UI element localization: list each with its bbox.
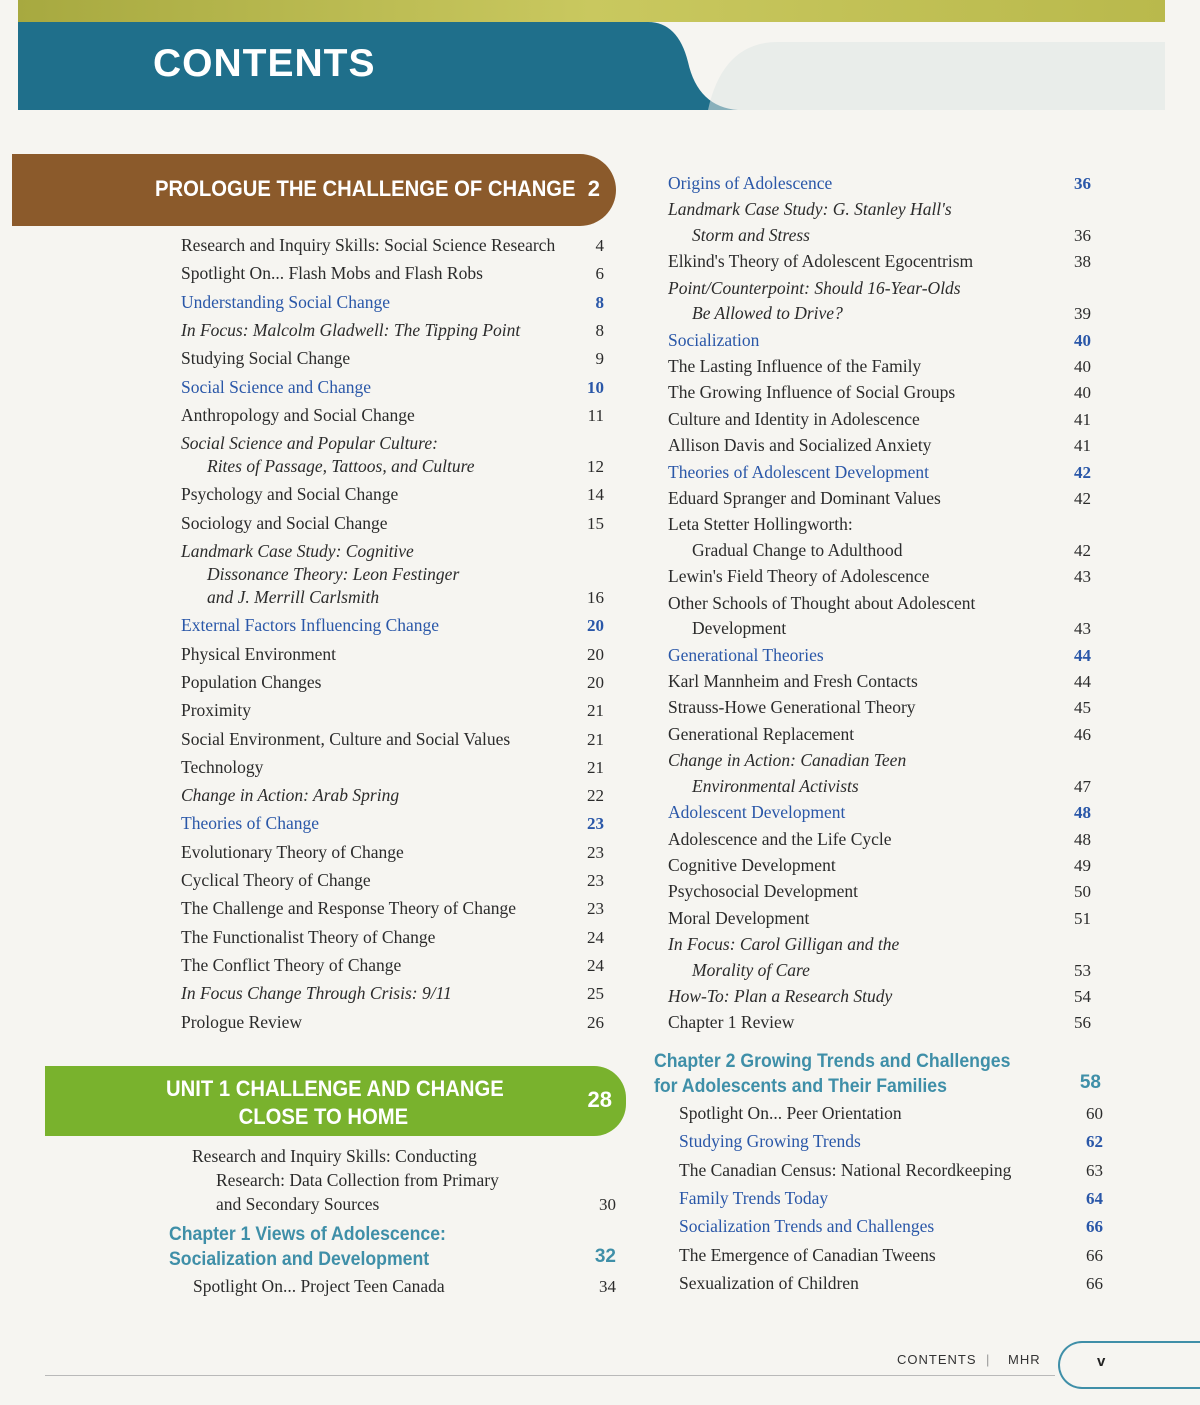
toc-entry-text: Origins of Adolescence xyxy=(668,173,833,193)
toc-entry-page: 45 xyxy=(1074,698,1091,718)
toc-entry-page: 21 xyxy=(587,701,604,721)
toc-entry-text: Adolescence and the Life Cycle xyxy=(668,828,892,849)
toc-entry-text: External Factors Influencing Change xyxy=(181,615,440,636)
footer-rule xyxy=(45,1375,1055,1376)
toc-entry-page: 41 xyxy=(1074,436,1091,456)
toc-entry-text: Point/Counterpoint: Should 16-Year-Olds xyxy=(668,277,961,298)
toc-entry-page: 47 xyxy=(1074,776,1091,796)
toc-entry-text: The Lasting Influence of the Family xyxy=(668,356,922,376)
toc-entry-text: Proximity xyxy=(181,700,252,721)
toc-entry-page: 46 xyxy=(1074,724,1091,744)
toc-entry-text: Understanding Social Change xyxy=(181,291,390,312)
chapter2-heading-line2: for Adolescents and Their Families xyxy=(654,1076,947,1097)
toc-entry-page: 36 xyxy=(1074,174,1091,193)
toc-entry-text: Development xyxy=(692,618,787,639)
toc-entry-text: Change in Action: Canadian Teen xyxy=(668,750,907,771)
toc-entry-text: Lewin's Field Theory of Adolescence xyxy=(668,566,930,587)
toc-entry-page: 20 xyxy=(587,672,604,692)
chapter1-heading-line1: Chapter 1 Views of Adolescence: xyxy=(169,1224,446,1245)
toc-entry-page: 34 xyxy=(599,1277,616,1296)
toc-entry-text: In Focus: Malcolm Gladwell: The Tipping Point xyxy=(181,319,521,340)
toc-entry-text: Prologue Review xyxy=(181,1011,303,1032)
toc-entry-text: Socialization xyxy=(668,329,760,350)
toc-entry-page: 48 xyxy=(1074,803,1091,823)
toc-entry-text: Sexualization of Children xyxy=(679,1272,859,1293)
toc-entry-text: Family Trends Today xyxy=(679,1187,829,1208)
toc-entry-page: 12 xyxy=(587,457,604,477)
unit1-title-line2: CLOSE TO HOME xyxy=(238,1104,409,1129)
toc-entry-page: 64 xyxy=(1086,1188,1103,1208)
toc-entry-text: Population Changes xyxy=(181,671,322,692)
toc-entry-text: The Challenge and Response Theory of Change xyxy=(181,898,517,919)
toc-entry-page: 26 xyxy=(587,1012,604,1032)
toc-entry-text: Studying Growing Trends xyxy=(679,1131,861,1152)
unit1-banner xyxy=(45,1066,626,1136)
prologue-banner xyxy=(12,154,616,226)
toc-entry-page: 9 xyxy=(595,349,604,369)
toc-entry-text: The Conflict Theory of Change xyxy=(181,954,402,975)
chapter2-heading-line1: Chapter 2 Growing Trends and Challenges xyxy=(654,1051,1011,1072)
toc-entry-page: 51 xyxy=(1074,908,1091,928)
prologue-title: PROLOGUE THE CHALLENGE OF CHANGE xyxy=(155,176,576,201)
toc-entry-text: Physical Environment xyxy=(181,643,337,664)
toc-entry-page: 56 xyxy=(1074,1013,1091,1033)
unit1-page: 28 xyxy=(587,1087,612,1112)
toc-entry-page: 36 xyxy=(1074,225,1091,245)
toc-entry-text: The Canadian Census: National Recordkeeping xyxy=(679,1159,1012,1180)
toc-entry-text: Evolutionary Theory of Change xyxy=(181,841,404,862)
toc-entry-text: Social Science and Change xyxy=(181,376,372,397)
toc-entry-page: 21 xyxy=(587,757,604,777)
toc-entry-page: 6 xyxy=(595,264,604,284)
toc-entry-text: Studying Social Change xyxy=(181,348,351,369)
toc-entry-text: Karl Mannheim and Fresh Contacts xyxy=(668,671,918,691)
toc-entry-page: 60 xyxy=(1086,1104,1103,1123)
toc-entry-page: 44 xyxy=(1074,645,1091,665)
footer-page-number: v xyxy=(1097,1353,1106,1370)
toc-entry-text: Research: Data Collection from Primary xyxy=(216,1170,499,1190)
toc-entry-text: Social Environment, Culture and Social Values xyxy=(181,728,511,749)
page-title: CONTENTS xyxy=(153,42,376,85)
toc-entry-text: Change in Action: Arab Spring xyxy=(181,785,400,806)
toc-entry-text: Eduard Spranger and Dominant Values xyxy=(668,488,941,508)
toc-entry-page: 43 xyxy=(1074,619,1091,639)
toc-entry-text: Cognitive Development xyxy=(668,854,836,875)
toc-entry-text: Rites of Passage, Tattoos, and Culture xyxy=(207,456,475,477)
toc-entry-page: 15 xyxy=(587,513,604,533)
toc-entry-text: Environmental Activists xyxy=(692,775,859,796)
toc-entry-text: Socialization Trends and Challenges xyxy=(679,1216,935,1237)
chapter2-heading xyxy=(654,1049,1010,1099)
toc-entry-text: Chapter 1 Review xyxy=(668,1012,795,1033)
toc-entry-page: 24 xyxy=(587,955,604,975)
toc-entry-text: In Focus Change Through Crisis: 9/11 xyxy=(181,983,452,1004)
toc-entry-page: 4 xyxy=(595,236,604,255)
toc-entry-text: Research and Inquiry Skills: Conducting xyxy=(192,1146,477,1166)
footer-label: CONTENTS xyxy=(897,1352,977,1367)
toc-entry-text: The Growing Influence of Social Groups xyxy=(668,382,956,403)
toc-entry-text: How-To: Plan a Research Study xyxy=(668,986,893,1006)
toc-entry-text: Generational Theories xyxy=(668,644,824,665)
toc-entry-text: Gradual Change to Adulthood xyxy=(692,539,903,560)
toc-entry-page: 21 xyxy=(587,729,604,749)
toc-entry-page: 66 xyxy=(1086,1273,1103,1293)
toc-entry-page: 23 xyxy=(587,871,604,890)
toc-entry-text: Leta Stetter Hollingworth: xyxy=(668,514,853,535)
toc-entry-page: 11 xyxy=(587,405,604,425)
toc-entry-text: Sociology and Social Change xyxy=(181,512,388,533)
toc-entry-text: Research and Inquiry Skills: Social Science Research xyxy=(181,235,556,255)
toc-entry-page: 40 xyxy=(1074,330,1091,350)
toc-entry-text: Dissonance Theory: Leon Festinger xyxy=(207,564,460,584)
toc-entry-page: 66 xyxy=(1086,1245,1103,1265)
toc-entry-page: 30 xyxy=(599,1195,616,1214)
chapter1-page: 32 xyxy=(594,1246,616,1267)
toc-entry-page: 48 xyxy=(1074,829,1091,849)
toc-entry-text: Landmark Case Study: Cognitive xyxy=(181,541,414,561)
toc-entry-text: Generational Replacement xyxy=(668,723,855,744)
toc-entry-text: In Focus: Carol Gilligan and the xyxy=(668,934,900,955)
toc-entry-text: Adolescent Development xyxy=(668,802,846,823)
toc-entry-page: 62 xyxy=(1086,1132,1103,1152)
toc-entry-page: 50 xyxy=(1074,882,1091,902)
chapter1-heading xyxy=(169,1222,446,1272)
toc-entry-page: 40 xyxy=(1074,383,1091,403)
toc-entry-page: 25 xyxy=(587,984,604,1004)
toc-entry-text: Psychosocial Development xyxy=(668,881,859,902)
chapter1-heading-line2: Socialization and Development xyxy=(169,1249,430,1270)
toc-entry-text: Landmark Case Study: G. Stanley Hall's xyxy=(668,199,952,220)
toc-entry-page: 10 xyxy=(587,377,604,397)
toc-entry-text: Other Schools of Thought about Adolescent xyxy=(668,592,976,613)
toc-entry-page: 23 xyxy=(587,814,604,834)
toc-entry-text: Technology xyxy=(181,756,264,777)
toc-entry-page: 20 xyxy=(587,616,604,636)
toc-entry-text: Elkind's Theory of Adolescent Egocentrism xyxy=(668,251,974,272)
page-number-tab xyxy=(1058,1341,1200,1389)
toc-entry-text: Be Allowed to Drive? xyxy=(692,303,843,324)
toc-entry-page: 8 xyxy=(595,320,604,340)
toc-entry-page: 49 xyxy=(1074,855,1091,875)
toc-entry-text: Psychology and Social Change xyxy=(181,484,399,505)
unit1-title xyxy=(166,1075,504,1131)
toc-entry-text: Theories of Adolescent Development xyxy=(668,461,929,482)
toc-entry-page: 43 xyxy=(1074,567,1091,587)
toc-entry-page: 42 xyxy=(1074,489,1091,508)
toc-entry-page: 44 xyxy=(1074,672,1091,691)
toc-entry-page: 22 xyxy=(587,786,604,806)
toc-entry-page: 38 xyxy=(1074,252,1091,272)
footer-separator: | xyxy=(986,1352,991,1367)
toc-entry-text: Spotlight On... Project Teen Canada xyxy=(193,1276,445,1296)
toc-entry-page: 39 xyxy=(1074,304,1091,324)
footer-publisher: MHR xyxy=(1008,1352,1041,1367)
toc-entry-text: Social Science and Popular Culture: xyxy=(181,433,438,454)
toc-entry-page: 23 xyxy=(587,842,604,862)
toc-entry-text: Storm and Stress xyxy=(692,224,810,245)
toc-entry-page: 23 xyxy=(587,899,604,919)
toc-entry-page: 41 xyxy=(1074,409,1091,429)
toc-entry-page: 66 xyxy=(1086,1217,1103,1237)
toc-entry-page: 16 xyxy=(587,588,604,607)
toc-entry-text: and J. Merrill Carlsmith xyxy=(207,587,380,607)
toc-entry-text: The Emergence of Canadian Tweens xyxy=(679,1244,936,1265)
toc-entry-page: 63 xyxy=(1086,1160,1103,1180)
toc-entry-page: 14 xyxy=(587,485,604,505)
unit1-title-line1: UNIT 1 CHALLENGE AND CHANGE xyxy=(166,1076,504,1101)
toc-entry-text: Cyclical Theory of Change xyxy=(181,870,371,890)
toc-entry-page: 54 xyxy=(1074,987,1091,1006)
toc-entry-page: 53 xyxy=(1074,960,1091,980)
top-accent-stripe xyxy=(18,0,1165,22)
toc-entry-page: 42 xyxy=(1074,540,1091,560)
toc-entry-text: and Secondary Sources xyxy=(216,1194,380,1214)
toc-entry-page: 8 xyxy=(595,292,604,312)
toc-entry-text: Spotlight On... Flash Mobs and Flash Robs xyxy=(181,263,483,284)
toc-entry-page: 40 xyxy=(1074,357,1091,376)
toc-entry-page: 20 xyxy=(587,644,604,664)
toc-entry-text: Morality of Care xyxy=(692,959,810,980)
toc-entry-text: Allison Davis and Socialized Anxiety xyxy=(668,435,932,456)
chapter2-page: 58 xyxy=(1079,1072,1101,1093)
toc-entry-text: Spotlight On... Peer Orientation xyxy=(679,1103,902,1123)
toc-entry-text: Anthropology and Social Change xyxy=(181,404,415,425)
toc-entry-text: Strauss-Howe Generational Theory xyxy=(668,697,916,718)
toc-entry-text: The Functionalist Theory of Change xyxy=(181,926,436,947)
toc-entry-text: Theories of Change xyxy=(181,813,320,834)
prologue-page: 2 xyxy=(587,176,600,201)
toc-entry-page: 42 xyxy=(1074,462,1091,482)
toc-entry-page: 24 xyxy=(587,927,604,947)
toc-entry-text: Moral Development xyxy=(668,907,810,928)
toc-entry-text: Culture and Identity in Adolescence xyxy=(668,408,920,429)
